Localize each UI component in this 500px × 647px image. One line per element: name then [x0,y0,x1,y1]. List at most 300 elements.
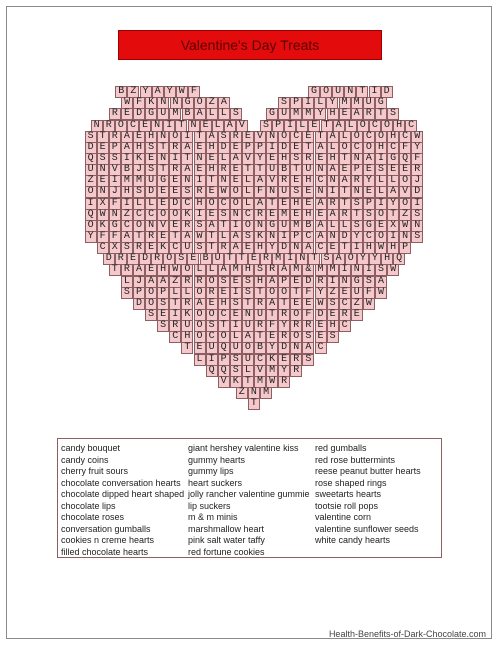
grid-cell: E [339,164,351,176]
grid-cell: O [290,309,302,321]
grid-cell: M [315,264,327,276]
grid-cell: F [363,287,375,299]
grid-cell: R [339,209,351,221]
grid-cell: R [169,142,181,154]
grid-cell: E [248,253,260,265]
grid-cell: B [115,86,127,98]
grid-cell: D [315,309,327,321]
grid-cell: E [278,354,290,366]
grid-cell: H [278,153,290,165]
grid-cell: & [302,264,314,276]
grid-cell: W [315,298,327,310]
grid-cell: G [182,97,194,109]
grid-cell: D [133,108,145,120]
grid-cell: H [242,264,254,276]
grid-cell: R [351,175,363,187]
word-list-item: conversation gumballs [61,523,151,534]
grid-cell: E [194,342,206,354]
grid-cell: W [121,97,133,109]
grid-cell: N [290,342,302,354]
grid-cell: E [363,186,375,198]
grid-cell: Y [266,242,278,254]
grid-cell: C [315,242,327,254]
grid-cell: R [151,253,163,265]
grid-cell: H [206,164,218,176]
grid-cell: I [363,264,375,276]
grid-cell: I [230,320,242,332]
grid-cell: R [218,164,230,176]
grid-cell: E [242,242,254,254]
grid-cell: U [242,320,254,332]
grid-cell: C [218,309,230,321]
grid-cell: T [387,209,399,221]
grid-cell: E [169,220,181,232]
grid-cell: A [242,331,254,343]
grid-cell: T [194,131,206,143]
word-list-item: gummy lips [188,466,234,476]
grid-cell: D [278,242,290,254]
grid-cell: I [169,309,181,321]
grid-cell: O [85,220,97,232]
grid-cell: G [266,108,278,120]
grid-cell: S [242,287,254,299]
grid-cell: W [218,186,230,198]
grid-cell: P [278,276,290,288]
grid-cell: O [169,131,181,143]
grid-cell: L [242,175,254,187]
grid-cell: A [230,231,242,243]
grid-cell: E [266,153,278,165]
grid-cell: L [296,120,308,132]
grid-cell: Y [369,253,381,265]
grid-cell: R [254,209,266,221]
grid-cell: E [145,264,157,276]
grid-cell: G [375,97,387,109]
grid-cell: A [121,231,133,243]
grid-cell: S [230,365,242,377]
grid-cell: L [242,365,254,377]
grid-cell: K [230,376,242,388]
grid-cell: U [230,342,242,354]
grid-cell: R [109,108,121,120]
grid-cell: A [333,120,345,132]
grid-cell: Y [164,86,176,98]
grid-cell: W [375,287,387,299]
grid-cell: R [254,298,266,310]
grid-cell: A [254,175,266,187]
grid-cell: V [157,220,169,232]
grid-cell: O [381,120,393,132]
grid-cell: I [194,175,206,187]
word-list-item: m & m minis [188,512,238,522]
grid-cell: I [327,186,339,198]
grid-cell: L [218,231,230,243]
grid-cell: P [109,142,121,154]
word-list-item: candy bouquet [61,443,121,453]
grid-cell: H [387,242,399,254]
grid-cell: R [133,242,145,254]
grid-cell: T [206,231,218,243]
grid-cell: O [242,220,254,232]
grid-cell: J [133,164,145,176]
grid-cell: E [97,175,109,187]
grid-cell: C [254,354,266,366]
grid-cell: F [411,153,423,165]
grid-cell: X [109,242,121,254]
grid-cell: A [302,242,314,254]
grid-cell: D [381,86,393,98]
grid-cell: O [375,231,387,243]
grid-cell: T [181,342,193,354]
grid-cell: S [242,276,254,288]
grid-cell: B [200,253,212,265]
grid-cell: J [109,186,121,198]
grid-cell: B [182,108,194,120]
grid-cell: T [339,242,351,254]
grid-cell: W [411,131,423,143]
grid-cell: T [224,253,236,265]
grid-cell: F [109,231,121,243]
grid-cell: S [351,198,363,210]
grid-cell: A [206,131,218,143]
grid-cell: T [169,298,181,310]
grid-cell: K [97,220,109,232]
grid-cell: U [181,320,193,332]
grid-cell: I [284,120,296,132]
grid-cell: E [139,120,151,132]
grid-cell: M [302,108,314,120]
grid-cell: Y [363,175,375,187]
grid-cell: N [97,186,109,198]
grid-cell: M [278,209,290,221]
grid-cell: L [327,142,339,154]
grid-cell: K [145,97,157,109]
word-list-item: marshmallow heart [188,523,265,534]
grid-cell: H [145,131,157,143]
grid-cell: C [206,331,218,343]
grid-cell: U [278,108,290,120]
grid-cell: C [169,331,181,343]
grid-cell: E [127,253,139,265]
grid-cell: I [181,131,193,143]
grid-cell: O [145,298,157,310]
grid-cell: O [339,142,351,154]
grid-cell: N [230,209,242,221]
grid-cell: A [230,153,242,165]
grid-cell: P [399,242,411,254]
word-list-item: valentine sunflower seeds [315,523,419,534]
grid-cell: S [157,298,169,310]
grid-cell: E [290,298,302,310]
grid-cell: S [97,153,109,165]
grid-cell: U [363,97,375,109]
grid-cell: E [206,298,218,310]
grid-cell: R [254,320,266,332]
grid-cell: T [266,198,278,210]
grid-cell: O [399,175,411,187]
grid-cell: O [320,86,332,98]
word-list-item: gummy hearts [188,454,246,465]
grid-cell: N [296,253,308,265]
grid-cell: R [290,320,302,332]
grid-cell: S [121,242,133,254]
grid-cell: O [181,264,193,276]
grid-cell: S [157,320,169,332]
grid-cell: S [290,153,302,165]
grid-cell: Z [236,387,248,399]
grid-cell: N [170,97,182,109]
grid-cell: F [399,142,411,154]
grid-cell: A [181,164,193,176]
grid-cell: I [121,198,133,210]
grid-cell: S [411,209,423,221]
grid-cell: E [97,142,109,154]
grid-cell: A [315,142,327,154]
grid-cell: R [339,309,351,321]
grid-cell: I [230,287,242,299]
grid-cell: E [230,276,242,288]
grid-cell: F [133,97,145,109]
grid-cell: O [399,198,411,210]
grid-cell: A [327,209,339,221]
grid-cell: Y [314,108,326,120]
grid-cell: L [206,108,218,120]
grid-cell: S [85,131,97,143]
grid-cell: S [230,354,242,366]
grid-cell: S [411,231,423,243]
grid-cell: V [236,120,248,132]
grid-cell: A [278,264,290,276]
grid-cell: T [339,198,351,210]
grid-cell: O [85,186,97,198]
grid-cell: E [339,108,351,120]
grid-cell: I [194,209,206,221]
grid-cell: N [151,120,163,132]
grid-cell: B [121,164,133,176]
grid-cell: Q [218,365,230,377]
grid-cell: T [356,86,368,98]
grid-cell: T [339,153,351,165]
grid-cell: T [242,164,254,176]
grid-cell: S [327,331,339,343]
grid-cell: U [212,253,224,265]
word-list-item: red fortune cookies [188,546,265,557]
grid-cell: K [181,309,193,321]
grid-cell: G [363,220,375,232]
grid-cell: R [260,253,272,265]
grid-cell: N [266,231,278,243]
grid-cell: L [230,331,242,343]
grid-cell: R [363,108,375,120]
grid-cell: C [97,242,109,254]
grid-cell: B [254,342,266,354]
grid-cell: T [206,242,218,254]
grid-cell: E [230,164,242,176]
grid-cell: V [266,175,278,187]
grid-cell: Z [85,175,97,187]
grid-cell: O [194,287,206,299]
grid-cell: M [290,220,302,232]
word-list-item: lip suckers [188,500,231,511]
word-list-item: tootsie roll pops [315,500,379,511]
grid-cell: I [206,354,218,366]
grid-cell: S [363,276,375,288]
grid-cell: O [206,198,218,210]
grid-cell: Y [411,142,423,154]
grid-cell: T [206,175,218,187]
grid-cell: O [230,198,242,210]
grid-cell: S [278,97,290,109]
grid-cell: U [242,354,254,366]
grid-cell: B [302,220,314,232]
grid-cell: C [399,131,411,143]
grid-cell: H [254,242,266,254]
grid-cell: E [315,153,327,165]
grid-cell: Q [206,365,218,377]
grid-cell: N [315,186,327,198]
grid-cell: S [302,354,314,366]
grid-cell: G [266,220,278,232]
grid-cell: A [194,108,206,120]
grid-cell: O [375,209,387,221]
grid-cell: T [157,164,169,176]
grid-cell: N [266,131,278,143]
grid-cell: L [218,108,230,120]
grid-cell: R [278,309,290,321]
grid-cell: T [236,253,248,265]
grid-cell: P [254,142,266,154]
grid-cell: W [176,86,188,98]
grid-cell: P [363,198,375,210]
grid-cell: R [302,153,314,165]
grid-cell: Y [266,342,278,354]
grid-cell: Z [127,86,139,98]
grid-cell: M [351,97,363,109]
word-list-item: red rose buttermints [315,454,396,465]
grid-cell: U [206,342,218,354]
grid-cell: P [218,354,230,366]
grid-cell: C [315,342,327,354]
grid-cell: W [97,209,109,221]
grid-cell: T [169,231,181,243]
grid-cell: N [109,209,121,221]
grid-cell: I [169,153,181,165]
grid-cell: J [133,276,145,288]
grid-cell: H [327,153,339,165]
word-list-item: cookies n creme hearts [61,535,155,545]
grid-cell: D [145,186,157,198]
grid-cell: N [242,309,254,321]
grid-cell: R [169,320,181,332]
grid-cell: I [375,198,387,210]
grid-cell: L [242,186,254,198]
grid-cell: C [169,242,181,254]
grid-cell: A [387,186,399,198]
grid-cell: I [278,231,290,243]
grid-cell: S [363,209,375,221]
grid-cell: P [133,287,145,299]
grid-cell: T [157,142,169,154]
grid-cell: T [290,287,302,299]
grid-cell: N [194,153,206,165]
grid-cell: Y [357,253,369,265]
grid-cell: Y [278,320,290,332]
grid-cell: A [375,276,387,288]
grid-cell: T [218,320,230,332]
grid-cell: E [206,209,218,221]
grid-cell: E [157,309,169,321]
grid-cell: W [169,264,181,276]
word-list-item: sweetarts hearts [315,489,382,499]
grid-cell: E [230,309,242,321]
grid-cell: A [266,276,278,288]
grid-cell: S [242,231,254,243]
grid-cell: G [157,175,169,187]
grid-cell: M [327,264,339,276]
grid-cell: Y [351,231,363,243]
grid-cell: S [218,276,230,288]
grid-cell: S [194,220,206,232]
word-list-item: pink salt water taffy [188,535,265,545]
grid-cell: F [188,86,200,98]
grid-cell: D [133,298,145,310]
grid-cell: E [399,164,411,176]
grid-cell: F [97,231,109,243]
grid-cell: W [375,242,387,254]
grid-cell: O [194,97,206,109]
word-list-column-1 [61,443,184,558]
grid-cell: U [254,309,266,321]
grid-cell: R [206,287,218,299]
grid-cell: S [175,253,187,265]
grid-cell: I [369,86,381,98]
grid-cell: E [187,253,199,265]
grid-cell: A [224,120,236,132]
grid-cell: U [181,242,193,254]
grid-cell: D [339,231,351,243]
grid-cell: S [218,131,230,143]
grid-cell: I [163,120,175,132]
grid-cell: H [290,198,302,210]
grid-cell: A [327,131,339,143]
grid-cell: C [339,320,351,332]
grid-cell: S [206,320,218,332]
grid-cell: C [369,120,381,132]
grid-cell: H [254,276,266,288]
grid-cell: V [254,131,266,143]
grid-cell: L [145,198,157,210]
grid-cell: H [393,120,405,132]
grid-cell: N [218,175,230,187]
grid-cell: I [109,175,121,187]
grid-cell: W [399,220,411,232]
grid-cell: Y [326,97,338,109]
grid-cell: R [230,131,242,143]
grid-cell: F [302,309,314,321]
grid-cell: T [242,376,254,388]
grid-cell: V [254,365,266,377]
grid-cell: D [278,142,290,154]
grid-cell: W [387,264,399,276]
grid-cell: H [327,108,339,120]
grid-cell: P [290,97,302,109]
grid-cell: N [254,220,266,232]
grid-cell: O [194,331,206,343]
grid-cell: O [218,331,230,343]
grid-cell: N [315,164,327,176]
grid-cell: E [157,186,169,198]
grid-cell: A [145,276,157,288]
